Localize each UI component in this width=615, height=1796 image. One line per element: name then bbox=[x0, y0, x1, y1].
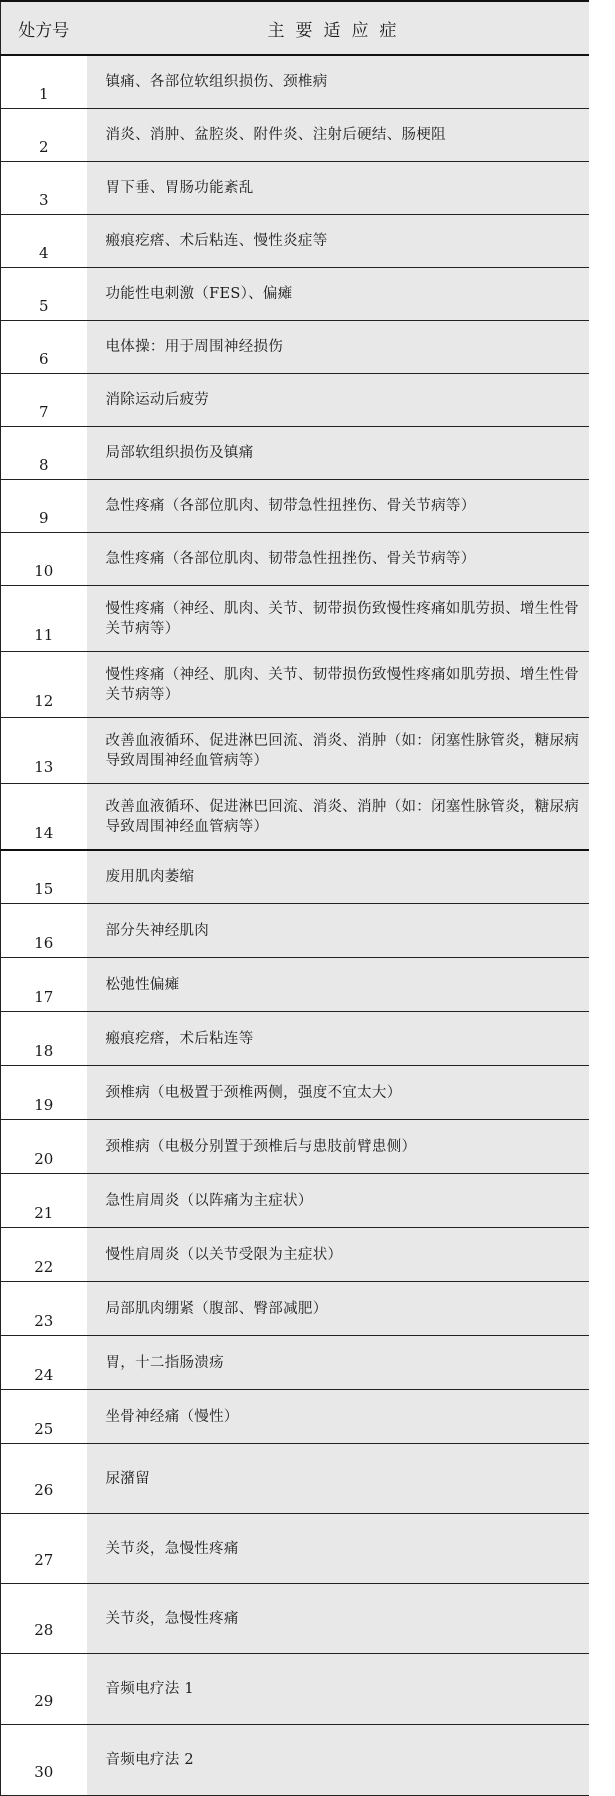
indication-text: 慢性疼痛（神经、肌肉、关节、韧带损伤致慢性疼痛如肌劳损、增生性骨关节病等） bbox=[87, 586, 589, 652]
prescription-number: 29 bbox=[1, 1654, 87, 1725]
table-row bbox=[1, 374, 589, 427]
header-main-indications: 主要适应症 bbox=[87, 1, 589, 55]
table-row bbox=[1, 1012, 589, 1066]
table-row bbox=[1, 109, 589, 162]
indication-text: 功能性电刺激（FES）、偏瘫 bbox=[87, 268, 589, 321]
indication-text: 急性疼痛（各部位肌肉、韧带急性扭挫伤、骨关节病等） bbox=[87, 480, 589, 533]
prescription-number: 6 bbox=[1, 321, 87, 374]
table-row bbox=[1, 162, 589, 215]
table-row bbox=[1, 1514, 589, 1584]
indication-text: 消除运动后疲劳 bbox=[87, 374, 589, 427]
prescription-number: 11 bbox=[1, 586, 87, 652]
indication-text: 局部软组织损伤及镇痛 bbox=[87, 427, 589, 480]
prescription-number: 4 bbox=[1, 215, 87, 268]
table-row bbox=[1, 55, 589, 109]
indication-text: 颈椎病（电极置于颈椎两侧，强度不宜太大） bbox=[87, 1066, 589, 1120]
table-row bbox=[1, 904, 589, 958]
indication-text: 坐骨神经痛（慢性） bbox=[87, 1390, 589, 1444]
table-row bbox=[1, 533, 589, 586]
prescription-number: 7 bbox=[1, 374, 87, 427]
indication-text: 废用肌肉萎缩 bbox=[87, 850, 589, 904]
table-row bbox=[1, 718, 589, 784]
prescription-number: 19 bbox=[1, 1066, 87, 1120]
indication-text: 改善血液循环、促进淋巴回流、消炎、消肿（如：闭塞性脉管炎，糖尿病导致周围神经血管病等） bbox=[87, 718, 589, 784]
prescription-number: 10 bbox=[1, 533, 87, 586]
prescription-number: 3 bbox=[1, 162, 87, 215]
table-row bbox=[1, 850, 589, 904]
prescription-number: 16 bbox=[1, 904, 87, 958]
prescription-number: 24 bbox=[1, 1336, 87, 1390]
indication-text: 消炎、消肿、盆腔炎、附件炎、注射后硬结、肠梗阻 bbox=[87, 109, 589, 162]
table-row bbox=[1, 652, 589, 718]
table-row bbox=[1, 1444, 589, 1514]
indication-text: 局部肌肉绷紧（腹部、臀部减肥） bbox=[87, 1282, 589, 1336]
indication-text: 慢性肩周炎（以关节受限为主症状） bbox=[87, 1228, 589, 1282]
table-row bbox=[1, 1282, 589, 1336]
prescription-number: 25 bbox=[1, 1390, 87, 1444]
prescription-number: 1 bbox=[1, 55, 87, 109]
indication-text: 急性疼痛（各部位肌肉、韧带急性扭挫伤、骨关节病等） bbox=[87, 533, 589, 586]
indication-text: 颈椎病（电极分别置于颈椎后与患肢前臂患侧） bbox=[87, 1120, 589, 1174]
prescription-number: 22 bbox=[1, 1228, 87, 1282]
table-row bbox=[1, 1174, 589, 1228]
header-prescription-number: 处方号 bbox=[1, 1, 87, 55]
table-row bbox=[1, 784, 589, 851]
table-row bbox=[1, 1390, 589, 1444]
prescription-number: 13 bbox=[1, 718, 87, 784]
prescription-number: 30 bbox=[1, 1725, 87, 1796]
indication-text: 急性肩周炎（以阵痛为主症状） bbox=[87, 1174, 589, 1228]
indication-text: 胃下垂、胃肠功能紊乱 bbox=[87, 162, 589, 215]
table-row bbox=[1, 1584, 589, 1654]
prescription-number: 2 bbox=[1, 109, 87, 162]
table-header-row bbox=[1, 1, 589, 55]
prescription-number: 8 bbox=[1, 427, 87, 480]
indication-text: 胃，十二指肠溃疡 bbox=[87, 1336, 589, 1390]
table-row bbox=[1, 1336, 589, 1390]
prescription-number: 27 bbox=[1, 1514, 87, 1584]
indication-text: 音频电疗法 2 bbox=[87, 1725, 589, 1796]
prescription-number: 28 bbox=[1, 1584, 87, 1654]
table-row bbox=[1, 958, 589, 1012]
prescription-number: 26 bbox=[1, 1444, 87, 1514]
indication-text: 部分失神经肌肉 bbox=[87, 904, 589, 958]
indication-text: 关节炎，急慢性疼痛 bbox=[87, 1584, 589, 1654]
prescription-number: 5 bbox=[1, 268, 87, 321]
table-row bbox=[1, 1228, 589, 1282]
indication-text: 关节炎，急慢性疼痛 bbox=[87, 1514, 589, 1584]
prescription-number: 17 bbox=[1, 958, 87, 1012]
prescription-number: 15 bbox=[1, 850, 87, 904]
indication-text: 镇痛、各部位软组织损伤、颈椎病 bbox=[87, 55, 589, 109]
prescription-number: 20 bbox=[1, 1120, 87, 1174]
table-row bbox=[1, 480, 589, 533]
table-row bbox=[1, 321, 589, 374]
table-row bbox=[1, 215, 589, 268]
table-row bbox=[1, 1120, 589, 1174]
table-row bbox=[1, 1654, 589, 1725]
indication-text: 电体操：用于周围神经损伤 bbox=[87, 321, 589, 374]
table-row bbox=[1, 1066, 589, 1120]
table-row bbox=[1, 586, 589, 652]
indication-text: 瘢痕疙瘩、术后粘连、慢性炎症等 bbox=[87, 215, 589, 268]
indication-text: 尿潴留 bbox=[87, 1444, 589, 1514]
indication-text: 音频电疗法 1 bbox=[87, 1654, 589, 1725]
indication-text: 松弛性偏瘫 bbox=[87, 958, 589, 1012]
table-row bbox=[1, 427, 589, 480]
indication-text: 改善血液循环、促进淋巴回流、消炎、消肿（如：闭塞性脉管炎，糖尿病导致周围神经血管病等） bbox=[87, 784, 589, 851]
prescription-number: 23 bbox=[1, 1282, 87, 1336]
prescription-number: 9 bbox=[1, 480, 87, 533]
prescription-number: 12 bbox=[1, 652, 87, 718]
prescription-number: 14 bbox=[1, 784, 87, 851]
indication-text: 瘢痕疙瘩，术后粘连等 bbox=[87, 1012, 589, 1066]
table-row bbox=[1, 268, 589, 321]
prescription-number: 18 bbox=[1, 1012, 87, 1066]
table-row bbox=[1, 1725, 589, 1796]
prescription-number: 21 bbox=[1, 1174, 87, 1228]
indication-text: 慢性疼痛（神经、肌肉、关节、韧带损伤致慢性疼痛如肌劳损、增生性骨关节病等） bbox=[87, 652, 589, 718]
